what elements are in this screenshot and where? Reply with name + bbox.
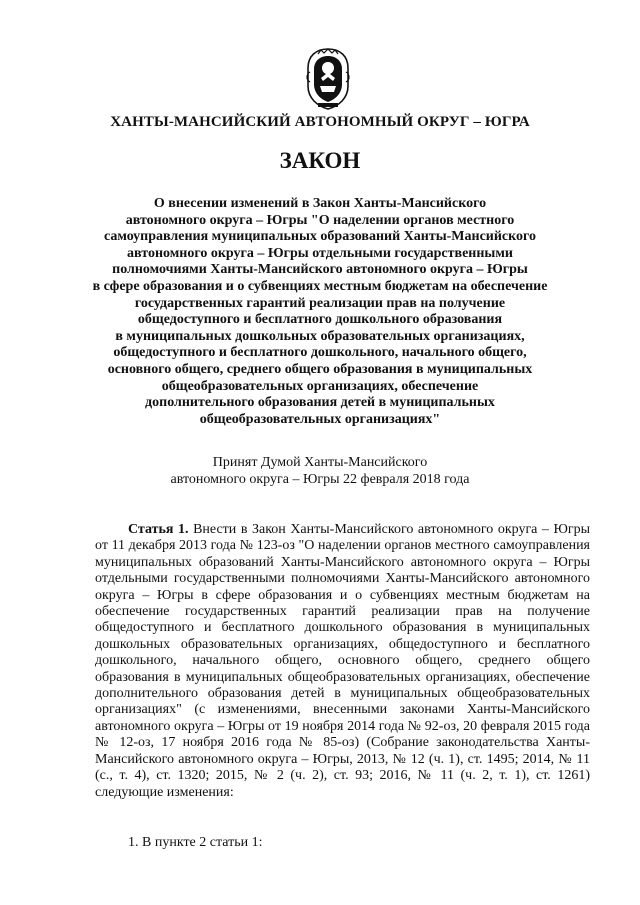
article-1-paragraph (95, 522, 590, 801)
title-line: государственных гарантий реализации прав на получение (134, 295, 506, 311)
title-line: общедоступного и бесплатного дошкольного, начального общего, (113, 345, 527, 361)
title-line: общедоступного и бесплатного дошкольного образования (137, 312, 503, 328)
title-line: общеобразовательных организациях, обеспечение (161, 378, 479, 394)
title-line: самоуправления муниципальных образований Ханты-Мансийского (103, 229, 537, 245)
adoption-line: автономного округа – Югры 22 февраля 2018 года (170, 471, 470, 487)
document-type: ЗАКОН (279, 148, 361, 173)
article-1-text: Внести в Закон Ханты-Мансийского автономного округа – Югры от 11 декабря 2013 года № 123-оз "О наделении органов местного самоуправления муниципальных образований Ханты-Мансийского автономного округа – Югры отдельными государственными полномочиями Ханты-Мансийского автономного округа – Югры в сфере образования и о субвенциях местным бюджетам на обеспечение государственных гарантий реализации прав на получение общедоступного и бесплатного дошкольного образования в муниципальных дошкольных образовательных организациях, общедоступного и бесплатного дошкольного, начального общего, основного общего, среднего общего образования в муниципальных общеобразовательных организациях, обеспечение дополнительного образования детей в муниципальных общеобразовательных организациях" (с изменениями, внесенными законами Ханты-Мансийского автономного округа – Югры от 19 ноября 2014 года № 92-оз, 20 февраля 2015 года № 12-оз, 17 ноября 2016 года № 85-оз) (Собрание законодательства Ханты-Мансийского автономного округа – Югры, 2013, № 12 (ч. 1), ст. 1495; 2014, № 11 (с., т. 4), ст. 1320; 2015, № 2 (ч. 2), ст. 93; 2016, № 11 (ч. 2, т. 1), ст. 1261) следующие изменения: (95, 522, 591, 800)
title-line: общеобразовательных организациях" (199, 411, 441, 427)
title-line: в муниципальных дошкольных образовательных организациях, (115, 328, 525, 344)
article-1-label: Статья 1. (128, 522, 189, 537)
title-line: О внесении изменений в Закон Ханты-Мансийского (153, 196, 487, 211)
title-line: автономного округа – Югры "О наделении органов местного (125, 212, 515, 228)
title-line: полномочиями Ханты-Мансийского автономного округа – Югры (112, 262, 528, 278)
coat-of-arms-icon (304, 48, 352, 110)
list-item: 1. В пункте 2 статьи 1: (128, 835, 263, 850)
title-line: автономного округа – Югры отдельными государственными (127, 245, 513, 261)
adoption-line: Принят Думой Ханты-Мансийского (212, 455, 428, 470)
title-line: дополнительного образования детей в муниципальных (145, 395, 495, 411)
title-line: в сфере образования и о субвенциях местным бюджетам на обеспечение (92, 278, 548, 294)
adoption-note (0, 455, 640, 488)
title-line: основного общего, среднего общего образования в муниципальных (107, 361, 533, 377)
law-title (60, 196, 580, 428)
region-name: ХАНТЫ-МАНСИЙСКИЙ АВТОНОМНЫЙ ОКРУГ – ЮГРА (110, 114, 530, 130)
